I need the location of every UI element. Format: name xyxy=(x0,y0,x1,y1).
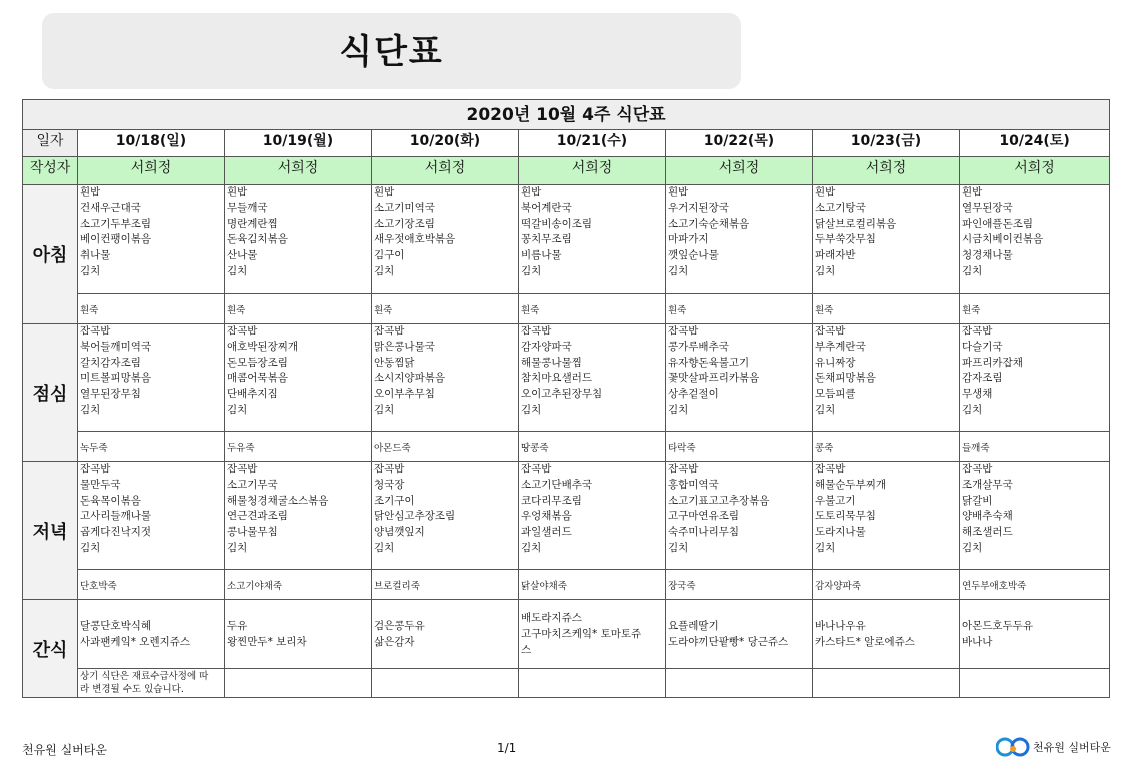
menu-item: 우거지된장국 xyxy=(668,201,729,214)
menu-item: 김치 xyxy=(374,403,395,416)
date-header: 10/24(토) xyxy=(960,130,1110,157)
dinner-porridge: 브로컬리죽 xyxy=(372,570,519,600)
lunch-cell xyxy=(78,324,225,432)
menu-item: 물만두국 xyxy=(80,478,121,491)
breakfast-cell xyxy=(372,185,519,294)
snack-item: 고구마치즈케잌* 토마토쥬 xyxy=(521,628,642,640)
menu-item: 잡곡밥 xyxy=(227,463,258,475)
menu-item: 닭살브로컬리볶음 xyxy=(815,217,897,230)
menu-item: 김치 xyxy=(815,403,836,416)
menu-item: 잡곡밥 xyxy=(815,325,846,337)
writer-name: 서희정 xyxy=(960,157,1110,185)
menu-item: 유니짜장 xyxy=(815,356,856,369)
writer-name: 서희정 xyxy=(813,157,960,185)
breakfast-cell xyxy=(78,185,225,294)
menu-item: 김치 xyxy=(521,264,542,277)
note-cell xyxy=(666,669,813,698)
menu-item: 깻잎순나물 xyxy=(668,249,719,262)
menu-item: 파인애플돈조림 xyxy=(962,217,1034,230)
date-label: 일자 xyxy=(23,130,78,157)
writer-name: 서희정 xyxy=(78,157,225,185)
note-cell xyxy=(519,669,666,698)
menu-item: 흰밥 xyxy=(815,186,836,198)
snack-item: 왕찐만두* 보리차 xyxy=(227,636,307,648)
menu-item: 마파가지 xyxy=(668,233,709,246)
breakfast-porridge: 흰죽 xyxy=(960,294,1110,324)
menu-item: 김치 xyxy=(815,264,836,277)
menu-item: 양념깻잎지 xyxy=(374,526,425,539)
menu-item: 김치 xyxy=(668,541,689,554)
snack-item: 두유 xyxy=(227,620,248,632)
snack-item: 요플레딸기 xyxy=(668,620,719,632)
menu-item: 북어들깨미역국 xyxy=(80,340,152,353)
menu-item: 떡갈비송이조림 xyxy=(521,217,593,230)
breakfast-cell xyxy=(960,185,1110,294)
menu-item: 김치 xyxy=(80,264,101,277)
snack-cell xyxy=(666,600,813,669)
dinner-cell xyxy=(813,462,960,570)
note-text: 라 변경될 수도 있습니다. xyxy=(80,684,184,695)
menu-item: 코다리무조림 xyxy=(521,494,582,507)
menu-item: 해물순두부찌개 xyxy=(815,478,887,491)
menu-item: 안동찜닭 xyxy=(374,356,415,369)
writer-name: 서희정 xyxy=(225,157,372,185)
menu-item: 흰밥 xyxy=(962,186,983,198)
lunch-porridge: 콩죽 xyxy=(813,432,960,462)
breakfast-cell xyxy=(225,185,372,294)
menu-item: 곱게다진낙지젓 xyxy=(80,526,152,539)
snack-item: 바나나 xyxy=(962,636,993,648)
logo-icon xyxy=(996,736,1030,758)
dinner-porridge: 닭살야채죽 xyxy=(519,570,666,600)
snack-item: 삶은감자 xyxy=(374,636,415,648)
meal-label-lunch: 점심 xyxy=(23,324,78,462)
note-cell xyxy=(78,669,225,698)
menu-item: 소고기탕국 xyxy=(815,201,866,214)
menu-item: 잡곡밥 xyxy=(815,463,846,475)
menu-item: 돈채피망볶음 xyxy=(815,372,876,385)
weekly-menu-table xyxy=(22,99,1110,698)
lunch-porridge: 아몬드죽 xyxy=(372,432,519,462)
snack-item: 바나나우유 xyxy=(815,620,866,632)
dinner-cell xyxy=(78,462,225,570)
menu-item: 해물청경채굴소스볶음 xyxy=(227,494,329,507)
menu-item: 잡곡밥 xyxy=(227,325,258,337)
writer-name: 서희정 xyxy=(666,157,813,185)
writer-label: 작성자 xyxy=(23,157,78,185)
menu-item: 김치 xyxy=(374,264,395,277)
menu-item: 김치 xyxy=(80,403,101,416)
snack-item: 사과팬케잌* 오렌지쥬스 xyxy=(80,636,191,648)
menu-item: 닭안심고추장조림 xyxy=(374,510,456,523)
menu-item: 고구마연유조림 xyxy=(668,510,740,523)
breakfast-cell xyxy=(813,185,960,294)
menu-item: 해조샐러드 xyxy=(962,526,1013,539)
menu-item: 소고기단배추국 xyxy=(521,478,593,491)
lunch-porridge: 들깨죽 xyxy=(960,432,1110,462)
menu-item: 파프리카잡채 xyxy=(962,356,1023,369)
menu-item: 우엉채볶음 xyxy=(521,510,572,523)
meal-label-breakfast: 아침 xyxy=(23,185,78,324)
menu-item: 돈모듬장조림 xyxy=(227,356,288,369)
dinner-porridge: 소고기야채죽 xyxy=(225,570,372,600)
menu-item: 김치 xyxy=(521,403,542,416)
menu-item: 소시지양파볶음 xyxy=(374,372,446,385)
page-number: 1/1 xyxy=(497,741,517,755)
menu-item: 김치 xyxy=(80,541,101,554)
date-header: 10/20(화) xyxy=(372,130,519,157)
breakfast-cell xyxy=(519,185,666,294)
lunch-cell xyxy=(225,324,372,432)
menu-item: 맑은콩나물국 xyxy=(374,340,435,353)
menu-item: 소고기무국 xyxy=(227,478,278,491)
menu-item: 명란계란찜 xyxy=(227,217,278,230)
menu-item: 새우젓애호박볶음 xyxy=(374,233,456,246)
menu-item: 김치 xyxy=(668,403,689,416)
menu-item: 꽃맛살파프리카볶음 xyxy=(668,372,760,385)
menu-item: 잡곡밥 xyxy=(668,463,699,475)
menu-item: 김치 xyxy=(227,403,248,416)
menu-item: 소고기숙순채볶음 xyxy=(668,217,750,230)
snack-cell xyxy=(813,600,960,669)
page-title: 식단표 xyxy=(339,31,444,72)
menu-item: 숙주미나리무침 xyxy=(668,526,740,539)
table-caption: 2020년 10월 4주 식단표 xyxy=(23,100,1110,130)
menu-item: 해물콩나물찜 xyxy=(521,356,582,369)
menu-item: 청경채나물 xyxy=(962,249,1013,262)
menu-item: 산나물 xyxy=(227,249,258,262)
snack-item: 달콩단호박식혜 xyxy=(80,620,152,632)
menu-item: 유자향돈육불고기 xyxy=(668,356,750,369)
menu-item: 잡곡밥 xyxy=(80,463,111,475)
menu-item: 콩나물무침 xyxy=(227,526,278,539)
org-logo xyxy=(996,736,1111,758)
snack-item: 검은콩두유 xyxy=(374,620,425,632)
menu-item: 흰밥 xyxy=(668,186,689,198)
menu-item: 단배추지짐 xyxy=(227,388,278,401)
snack-cell xyxy=(225,600,372,669)
menu-item: 김치 xyxy=(227,264,248,277)
snack-cell xyxy=(372,600,519,669)
menu-item: 흰밥 xyxy=(227,186,248,198)
menu-item: 비름나물 xyxy=(521,249,562,262)
note-cell xyxy=(225,669,372,698)
menu-item: 모듬피클 xyxy=(815,388,856,401)
menu-item: 김치 xyxy=(962,403,983,416)
menu-item: 미트볼피망볶음 xyxy=(80,372,152,385)
snack-item: 아몬드호두두유 xyxy=(962,620,1034,632)
menu-item: 조개살무국 xyxy=(962,478,1013,491)
menu-item: 흰밥 xyxy=(80,186,101,198)
lunch-porridge: 두유죽 xyxy=(225,432,372,462)
menu-item: 취나물 xyxy=(80,249,111,262)
date-header: 10/22(목) xyxy=(666,130,813,157)
lunch-cell xyxy=(813,324,960,432)
menu-item: 무생채 xyxy=(962,388,993,401)
breakfast-porridge: 흰죽 xyxy=(78,294,225,324)
menu-item: 닭갈비 xyxy=(962,494,993,507)
breakfast-porridge: 흰죽 xyxy=(666,294,813,324)
writer-name: 서희정 xyxy=(372,157,519,185)
menu-item: 김치 xyxy=(962,541,983,554)
lunch-porridge: 땅콩죽 xyxy=(519,432,666,462)
menu-item: 잡곡밥 xyxy=(962,463,993,475)
dinner-cell xyxy=(960,462,1110,570)
date-header: 10/21(수) xyxy=(519,130,666,157)
menu-item: 잡곡밥 xyxy=(521,463,552,475)
menu-item: 매콤어묵볶음 xyxy=(227,372,288,385)
menu-item: 우불고기 xyxy=(815,494,856,507)
menu-item: 김구이 xyxy=(374,249,405,262)
menu-item: 소고기장조림 xyxy=(374,217,435,230)
snack-cell xyxy=(519,600,666,669)
menu-item: 잡곡밥 xyxy=(962,325,993,337)
menu-item: 시금치베이컨볶음 xyxy=(962,233,1044,246)
menu-item: 청국장 xyxy=(374,478,405,491)
menu-item: 과일샐러드 xyxy=(521,526,572,539)
menu-item: 김치 xyxy=(962,264,983,277)
writer-name: 서희정 xyxy=(519,157,666,185)
menu-item: 베이컨팽이볶음 xyxy=(80,233,152,246)
lunch-cell xyxy=(666,324,813,432)
menu-item: 돈육김치볶음 xyxy=(227,233,288,246)
menu-item: 부추계란국 xyxy=(815,340,866,353)
menu-item: 홍합미역국 xyxy=(668,478,719,491)
meal-label-dinner: 저녁 xyxy=(23,462,78,600)
page-title-box xyxy=(42,13,741,89)
menu-item: 북어계란국 xyxy=(521,201,572,214)
snack-item: 카스타드* 알로에쥬스 xyxy=(815,636,915,648)
menu-item: 김치 xyxy=(227,541,248,554)
menu-item: 도라지나물 xyxy=(815,526,866,539)
dinner-porridge: 연두부애호박죽 xyxy=(960,570,1110,600)
lunch-cell xyxy=(519,324,666,432)
breakfast-porridge: 흰죽 xyxy=(519,294,666,324)
menu-item: 오이고추된장무침 xyxy=(521,388,603,401)
dinner-porridge: 장국죽 xyxy=(666,570,813,600)
menu-item: 조기구이 xyxy=(374,494,415,507)
menu-item: 연근견과조림 xyxy=(227,510,288,523)
dinner-porridge: 단호박죽 xyxy=(78,570,225,600)
menu-item: 소고기표고고추장볶음 xyxy=(668,494,770,507)
note-cell xyxy=(813,669,960,698)
menu-item: 양배추숙채 xyxy=(962,510,1013,523)
footer-org-name: 천유원 실버타운 xyxy=(22,743,107,757)
menu-item: 잡곡밥 xyxy=(521,325,552,337)
menu-item: 김치 xyxy=(374,541,395,554)
menu-item: 파래자반 xyxy=(815,249,856,262)
lunch-porridge: 타락죽 xyxy=(666,432,813,462)
breakfast-cell xyxy=(666,185,813,294)
snack-item: 스 xyxy=(521,644,532,656)
menu-item: 두부쑥갓무침 xyxy=(815,233,876,246)
lunch-cell xyxy=(372,324,519,432)
lunch-cell xyxy=(960,324,1110,432)
menu-item: 애호박된장찌개 xyxy=(227,340,299,353)
dinner-porridge: 감자양파죽 xyxy=(813,570,960,600)
date-header: 10/18(일) xyxy=(78,130,225,157)
meal-label-snack: 간식 xyxy=(23,600,78,698)
menu-item: 상추겉절이 xyxy=(668,388,719,401)
menu-item: 소고기두부조림 xyxy=(80,217,152,230)
breakfast-porridge: 흰죽 xyxy=(372,294,519,324)
menu-item: 건새우근대국 xyxy=(80,201,141,214)
menu-item: 오이부추무침 xyxy=(374,388,435,401)
menu-item: 감자양파국 xyxy=(521,340,572,353)
menu-item: 잡곡밥 xyxy=(80,325,111,337)
snack-cell xyxy=(960,600,1110,669)
note-cell xyxy=(372,669,519,698)
menu-item: 김치 xyxy=(668,264,689,277)
menu-item: 김치 xyxy=(521,541,542,554)
dinner-cell xyxy=(372,462,519,570)
menu-item: 흰밥 xyxy=(374,186,395,198)
snack-item: 배도라지쥬스 xyxy=(521,612,582,624)
logo-text: 천유원 실버타운 xyxy=(1033,741,1111,754)
menu-item: 무들깨국 xyxy=(227,201,268,214)
menu-item: 열무된장국 xyxy=(962,201,1013,214)
lunch-porridge: 녹두죽 xyxy=(78,432,225,462)
menu-item: 참치마요샐러드 xyxy=(521,372,593,385)
menu-item: 갈치감자조림 xyxy=(80,356,141,369)
menu-item: 잡곡밥 xyxy=(374,325,405,337)
menu-item: 잡곡밥 xyxy=(374,463,405,475)
note-cell xyxy=(960,669,1110,698)
dinner-cell xyxy=(666,462,813,570)
snack-cell xyxy=(78,600,225,669)
menu-item: 열무된장무침 xyxy=(80,388,141,401)
note-text: 상기 식단은 재료수급사정에 따 xyxy=(80,671,209,682)
menu-item: 고사리들깨나물 xyxy=(80,510,152,523)
menu-item: 잡곡밥 xyxy=(668,325,699,337)
menu-item: 흰밥 xyxy=(521,186,542,198)
menu-item: 도토리묵무침 xyxy=(815,510,876,523)
menu-item: 꽁치무조림 xyxy=(521,233,572,246)
dinner-cell xyxy=(519,462,666,570)
dinner-cell xyxy=(225,462,372,570)
menu-item: 다슬기국 xyxy=(962,340,1003,353)
menu-item: 소고기미역국 xyxy=(374,201,435,214)
date-header: 10/19(월) xyxy=(225,130,372,157)
date-header: 10/23(금) xyxy=(813,130,960,157)
menu-item: 감자조림 xyxy=(962,372,1003,385)
breakfast-porridge: 흰죽 xyxy=(225,294,372,324)
menu-item: 콩가루배추국 xyxy=(668,340,729,353)
menu-item: 돈육목이볶음 xyxy=(80,494,141,507)
menu-item: 김치 xyxy=(815,541,836,554)
snack-item: 도라야끼단팥빵* 당근쥬스 xyxy=(668,636,789,648)
breakfast-porridge: 흰죽 xyxy=(813,294,960,324)
